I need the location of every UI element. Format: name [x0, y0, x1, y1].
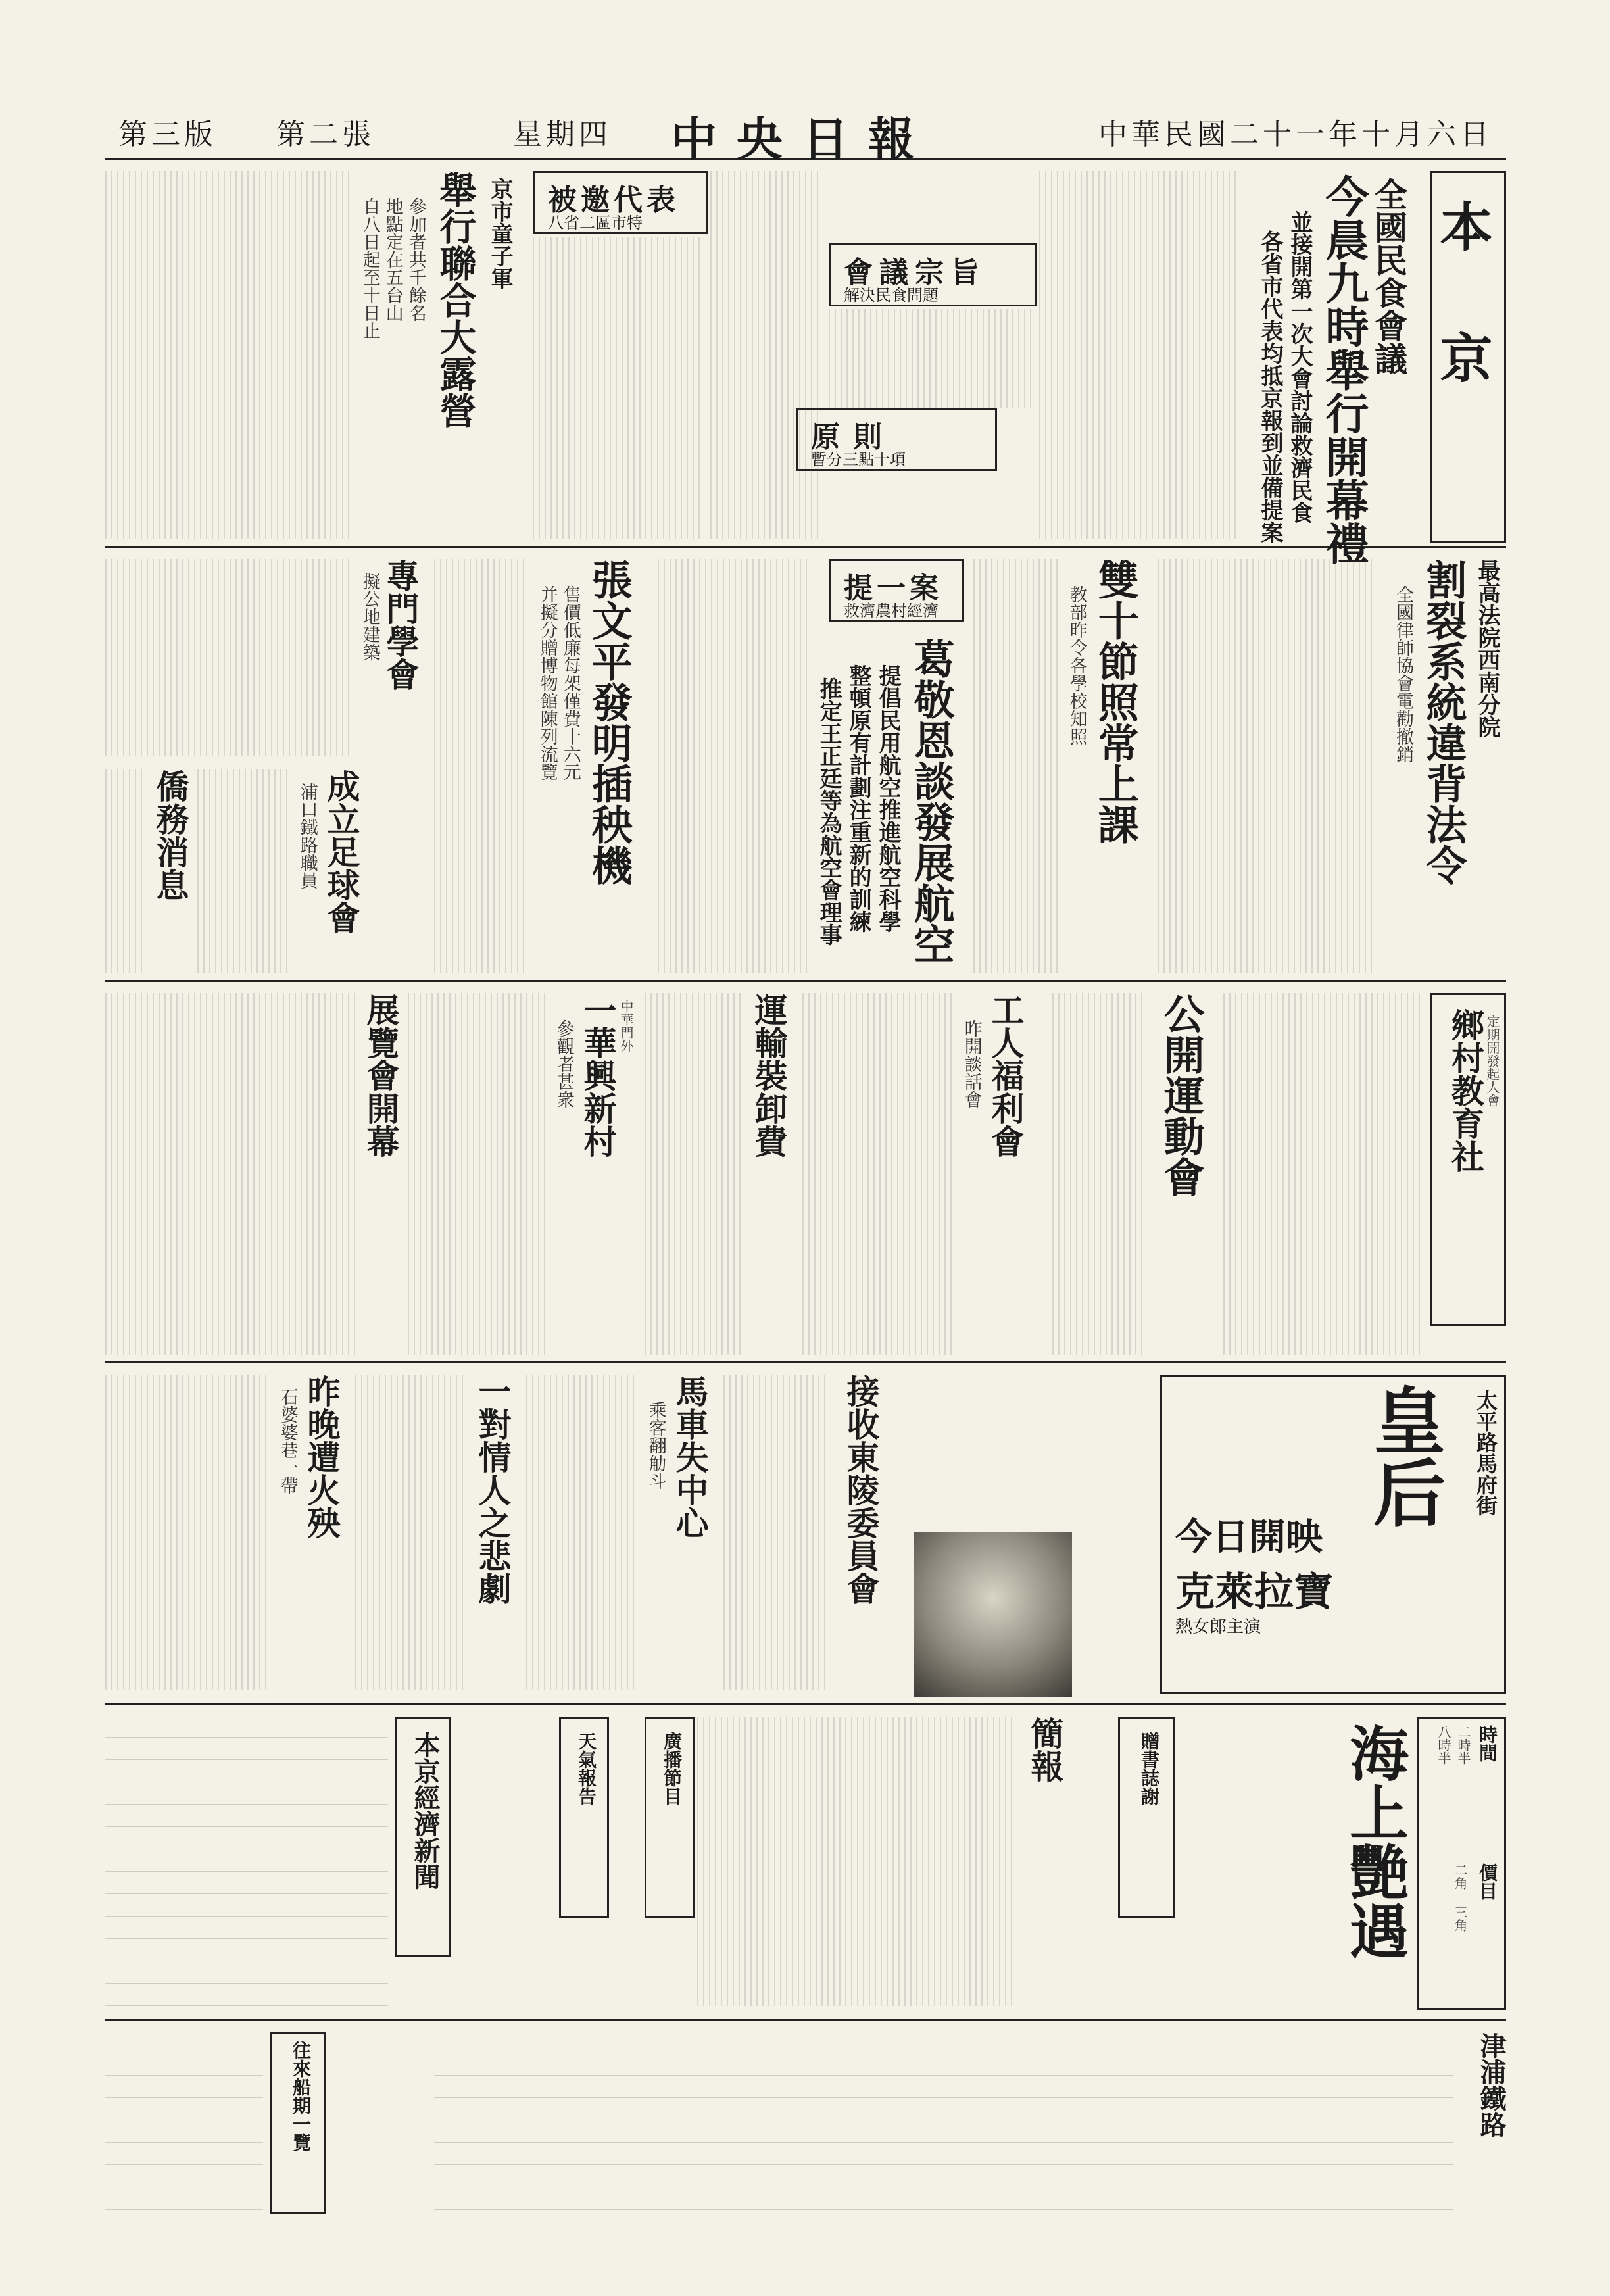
headline-main: 葛敬恩談發展航空	[907, 638, 956, 964]
band-rule	[105, 1361, 1506, 1363]
headline-main: 舉行聯合大露營	[433, 171, 477, 429]
article-body	[105, 769, 145, 973]
headline-sub: 浦口鐵路職員	[297, 783, 318, 889]
headline-sub: 參加者共千餘名	[405, 197, 426, 322]
gift-box	[1118, 1717, 1175, 1918]
ad-today: 今日開映	[1175, 1515, 1323, 1559]
section-title: 本京	[1431, 199, 1493, 462]
ship-box	[270, 2032, 326, 2214]
masthead-sheet: 第二張	[276, 118, 375, 151]
box-sub: 救濟農村經濟	[844, 602, 939, 620]
box-sub: 暫分三點十項	[811, 451, 906, 469]
article-body	[658, 559, 809, 973]
box-sub: 解決民食問題	[844, 286, 939, 305]
notice-title: 往來船期一覽	[290, 2041, 312, 2151]
ad-starring: 熱女郎主演	[1175, 1617, 1261, 1637]
headline-sub: 並接開第一次大會討論救濟民食	[1286, 210, 1313, 524]
article-body	[434, 559, 526, 973]
headline-main: 接收東陵委員會	[841, 1375, 881, 1605]
article-body	[1223, 993, 1421, 1355]
headline-main: 僑務消息	[151, 769, 190, 901]
article-body	[355, 1375, 467, 1690]
principle-box	[796, 408, 997, 471]
headline-main: 本京經濟新聞	[410, 1732, 441, 1890]
economy-box	[395, 1717, 451, 1957]
headline-main: 張文平發明插秧機	[585, 559, 633, 885]
proposal-box	[829, 559, 964, 622]
article-body	[973, 559, 1059, 973]
article-body	[645, 993, 743, 1355]
economy-table	[105, 1717, 388, 2006]
article-body	[105, 559, 349, 756]
headline-pre: 京市童子軍	[487, 178, 514, 289]
meeting-box	[829, 243, 1037, 306]
headline-main: 鄉村教育社	[1446, 1008, 1485, 1173]
ad-road: 太平路馬府街	[1473, 1390, 1498, 1516]
notice-title: 津浦鐵路	[1476, 2032, 1507, 2137]
notice-title: 天氣報告	[575, 1732, 597, 1805]
headline-main: 今晨九時舉行開幕禮	[1318, 174, 1369, 565]
headline-sub: 各省市代表均抵京報到並備提案	[1257, 230, 1283, 543]
headline-main: 公開運動會	[1157, 993, 1206, 1197]
headline-sub: 石婆婆巷一帶	[277, 1388, 298, 1494]
headline-main: 昨晚遭火殃	[302, 1375, 341, 1539]
masthead	[105, 99, 1506, 166]
headline-sub: 整頓原有計劃注重新的訓練	[845, 664, 872, 933]
section-box	[1430, 171, 1506, 543]
article-body	[526, 1375, 638, 1690]
headline-sub: 參觀者甚衆	[553, 1019, 574, 1108]
article-body	[105, 1375, 270, 1690]
headline-sub: 地點定在五台山	[382, 197, 403, 322]
rail-timetable	[434, 2032, 1453, 2210]
article-body	[1052, 993, 1144, 1355]
film-title-box	[1417, 1717, 1506, 2010]
ad-price: 二角 三角	[1452, 1863, 1468, 1932]
headline-main: 馬車失中心	[670, 1375, 710, 1539]
masthead-weekday: 星期四	[513, 118, 612, 151]
headline-sub: 并擬分贈博物館陳列流覽	[537, 585, 558, 781]
rural-box	[1430, 993, 1506, 1326]
headline-sub: 推定王正廷等為航空會理事	[816, 677, 842, 946]
article-body	[710, 171, 822, 539]
headline-sub: 自八日起至十日止	[359, 197, 380, 339]
film-photo	[914, 1532, 1072, 1697]
article-body	[723, 1375, 829, 1690]
headline-pre: 中華門外	[618, 1000, 634, 1052]
film-ad	[1160, 1375, 1506, 1694]
ad-film-title: 海上艷遇	[1339, 1723, 1409, 1960]
ad-time: 二時半	[1455, 1725, 1471, 1765]
box-sub: 八省二區市特	[548, 214, 643, 232]
notice-title: 贈書誌謝	[1138, 1732, 1160, 1805]
ad-time: 八時半	[1436, 1725, 1451, 1765]
ad-star: 克萊拉寶	[1175, 1569, 1333, 1615]
weather-box	[559, 1717, 609, 1918]
headline-sub: 全國律師協會電勸撤銷	[1393, 585, 1413, 763]
box-title: 被邀代表	[548, 183, 679, 217]
article-body	[1158, 559, 1375, 973]
headline-main: 一對情人之悲劇	[473, 1375, 512, 1605]
ship-table	[105, 2032, 263, 2210]
article-body	[408, 993, 546, 1355]
headline-main: 簡報	[1025, 1717, 1065, 1782]
ad-price-label: 價目	[1476, 1863, 1498, 1900]
masthead-date: 中華民國二十一年十月六日	[1098, 118, 1493, 151]
band-rule	[105, 2019, 1506, 2021]
headline-main: 工人福利會	[986, 993, 1025, 1158]
headline-main: 展覽會開幕	[361, 993, 401, 1158]
headline-main: 雙十節照常上課	[1091, 559, 1140, 844]
headline-sub: 教部昨令各學校知照	[1066, 585, 1087, 745]
headline-pre: 最高法院西南分院	[1474, 559, 1500, 738]
article-body	[829, 309, 1033, 408]
band-rule	[105, 1703, 1506, 1705]
headline-main: 一華興新村	[578, 993, 618, 1158]
band-rule	[105, 980, 1506, 982]
box-title: 提一案	[844, 572, 942, 605]
notice-title: 廣播節目	[661, 1732, 683, 1805]
article-body	[533, 237, 704, 539]
headline-sub: 提倡民用航空推進航空科學	[875, 664, 902, 933]
masthead-title: 中央日報	[671, 112, 934, 166]
headline-main: 成立足球會	[322, 769, 361, 934]
article-body	[197, 769, 289, 973]
box-title: 會議宗旨	[844, 256, 986, 289]
ad-theater: 皇后	[1361, 1383, 1446, 1528]
radio-box	[645, 1717, 695, 1918]
ad-times-label: 時間	[1476, 1725, 1498, 1762]
article-body	[802, 993, 954, 1355]
headline-main: 專門學會	[381, 559, 420, 691]
article-body	[105, 993, 355, 1355]
masthead-page: 第三版	[118, 118, 217, 151]
newspaper-page	[105, 99, 1506, 2216]
headline-sub: 售價低廉每架僅費十六元	[560, 585, 581, 781]
box-title: 原則	[811, 420, 895, 454]
visit-box	[533, 171, 708, 234]
headline-main: 割裂系統違背法令	[1419, 559, 1467, 885]
headline-sub: 擬公地建築	[359, 572, 380, 661]
article-body	[105, 171, 349, 539]
band-rule	[105, 546, 1506, 548]
article-body	[697, 1717, 1013, 2006]
headline-sub: 昨開談話會	[961, 1019, 982, 1108]
headline-main: 運輸裝卸費	[749, 993, 789, 1158]
headline-sub: 定期開發起人會	[1484, 1015, 1500, 1107]
article-body	[1039, 171, 1236, 539]
headline-sub: 乘客翻觔斗	[645, 1401, 666, 1490]
headline-pre: 全國民食會議	[1369, 178, 1408, 375]
